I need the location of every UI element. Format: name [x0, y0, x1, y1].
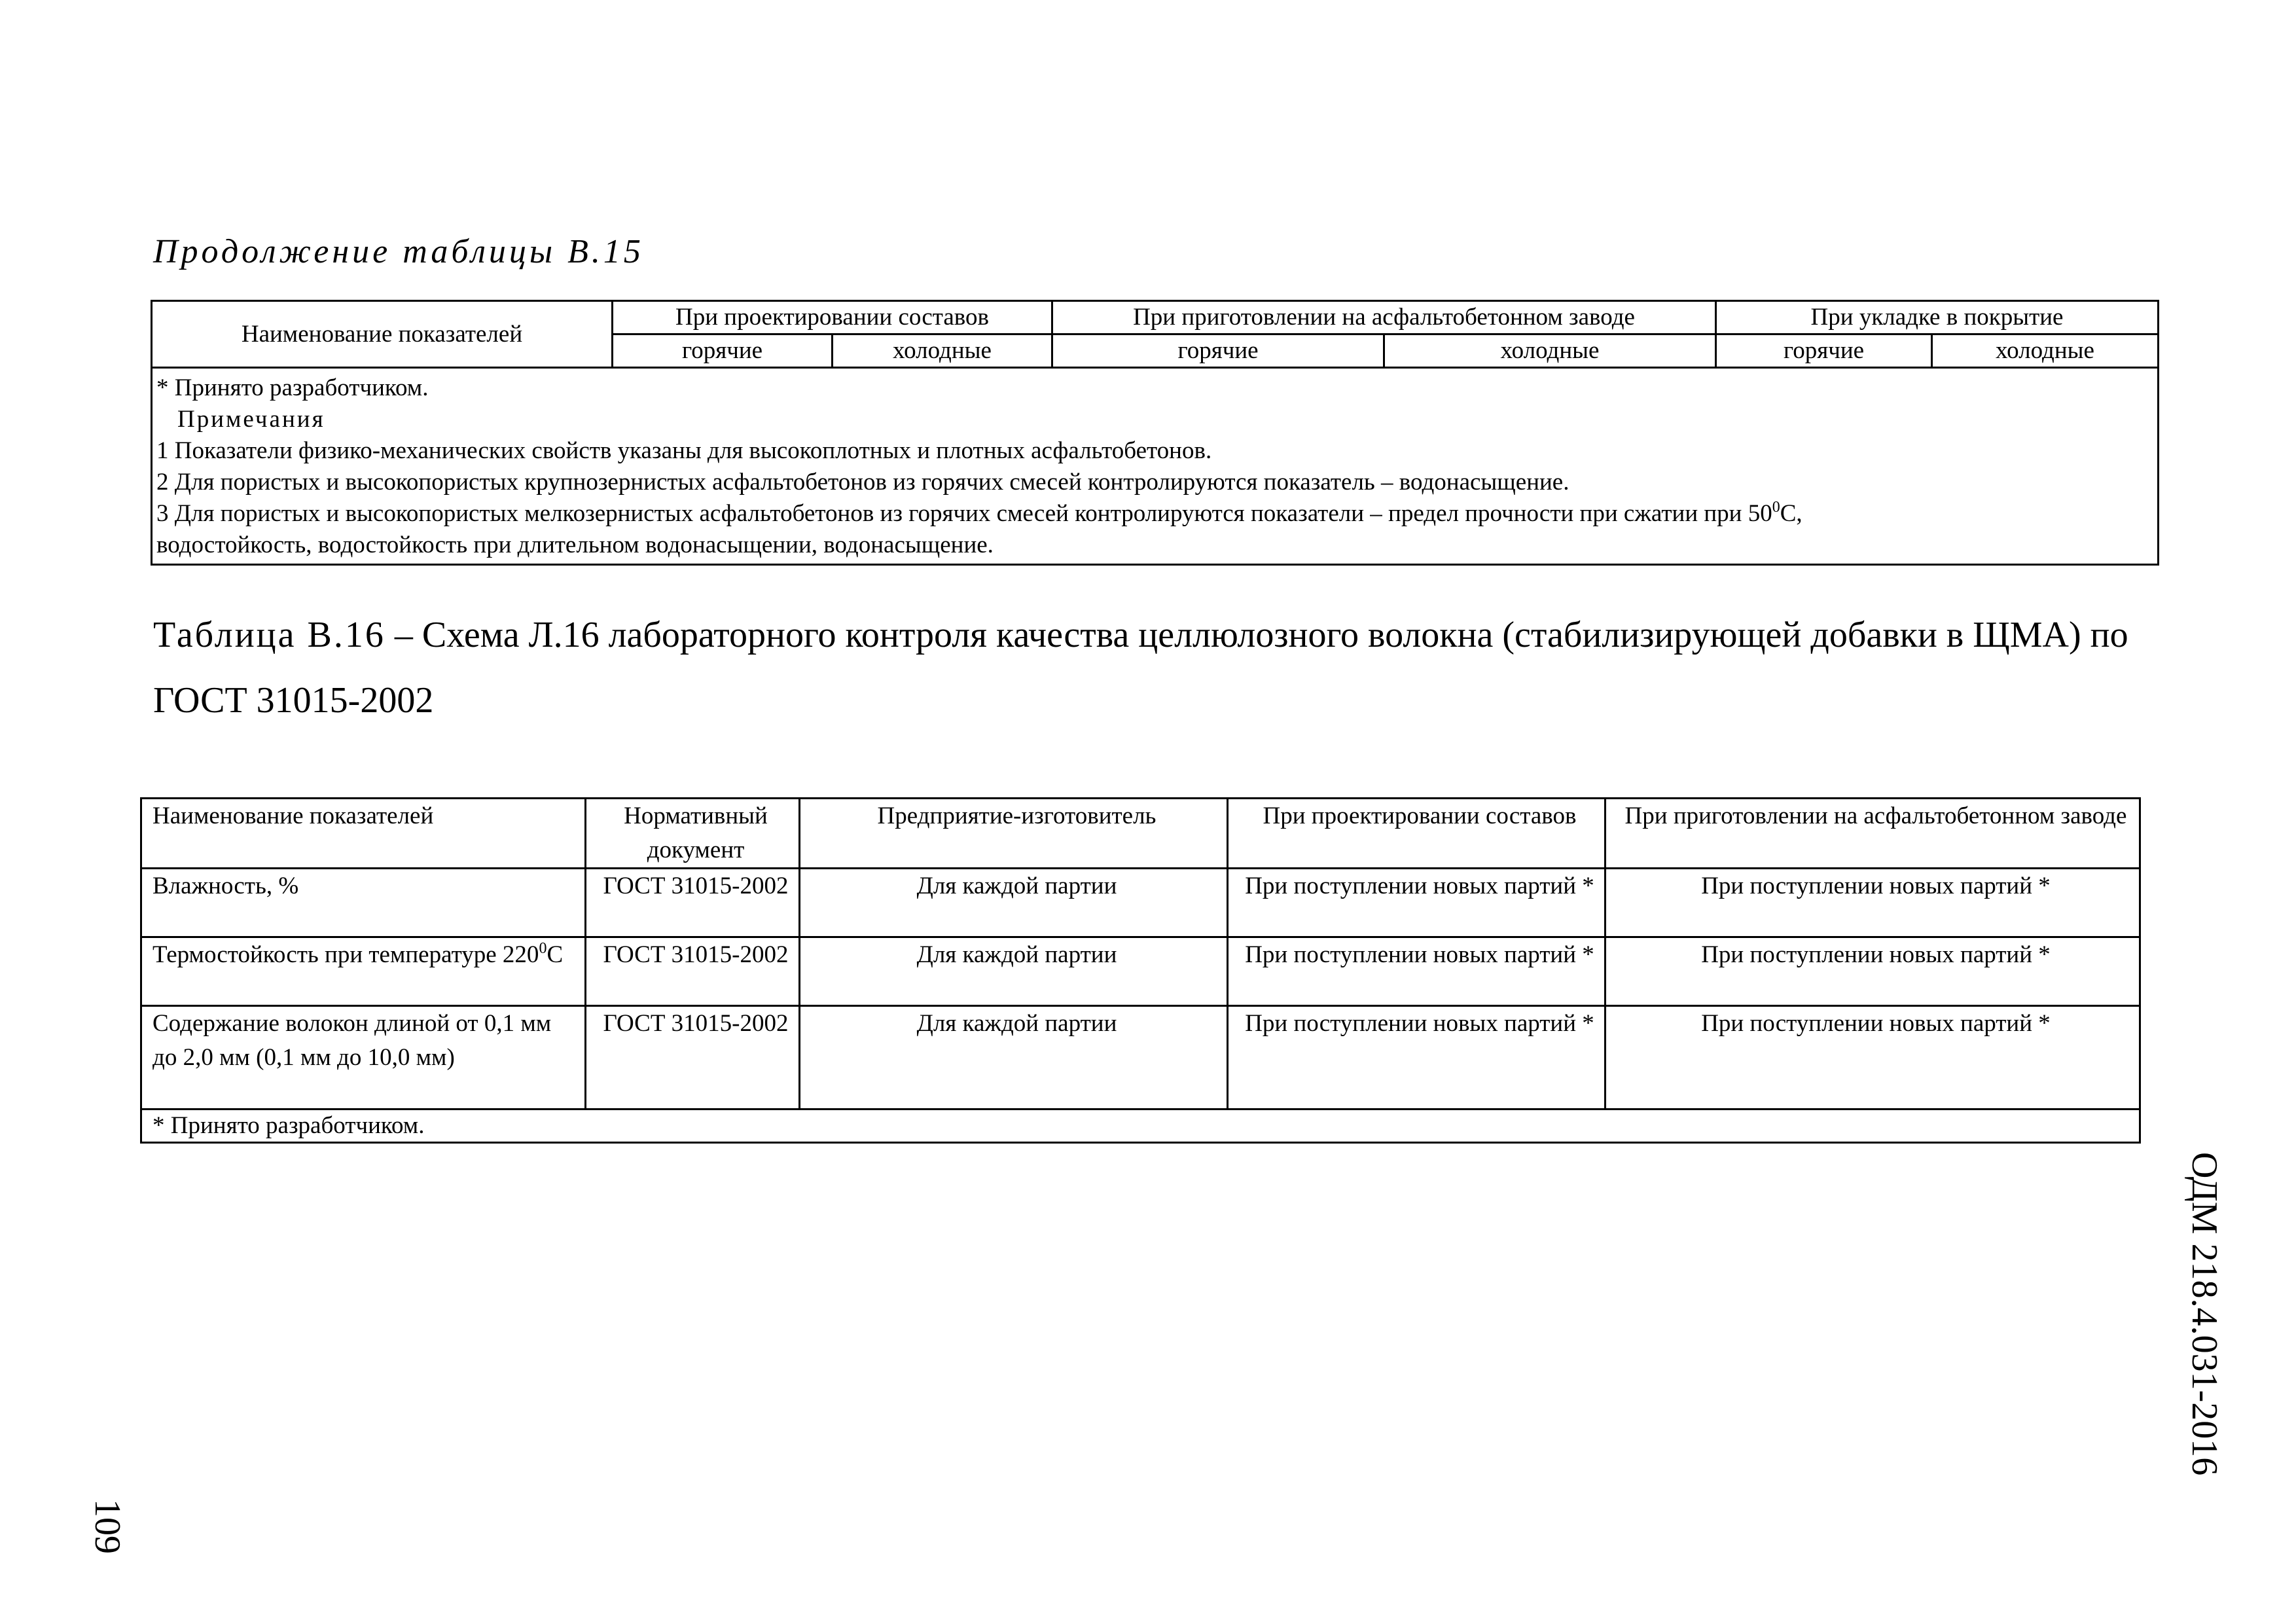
row-plant: При поступлении новых партий *: [1605, 869, 2140, 937]
row-plant: При поступлении новых партий *: [1605, 1006, 2140, 1110]
row-name: Влажность, %: [141, 869, 586, 937]
row-manufacturer: Для каждой партии: [800, 869, 1228, 937]
header-plant-cold: холодные: [1384, 334, 1716, 368]
document-code: ОДМ 218.4.031-2016: [2184, 1152, 2225, 1476]
table-b16-title: – Схема Л.16 лабораторного контроля качества целлюлозного волокна (стабилизирующей добавки в ЩМА) по ГОСТ 31015-2002: [153, 615, 2128, 721]
page-number: 109: [87, 1499, 128, 1554]
note-3: [156, 498, 2153, 530]
table-b16: [140, 797, 2141, 1144]
row-name-text: Термостойкость при температуре 220: [152, 941, 539, 968]
row-manufacturer: Для каждой партии: [800, 937, 1228, 1006]
note-2: 2 Для пористых и высокопористых крупнозернистых асфальтобетонов из горячих смесей контролируются показатель – водонасыщение.: [156, 469, 1570, 496]
notes-title: Примечания: [177, 406, 325, 433]
header-manufacturer: Предприятие-изготовитель: [800, 799, 1228, 869]
row-normdoc: ГОСТ 31015-2002: [586, 937, 800, 1006]
footnote-developer: * Принято разработчиком.: [156, 374, 429, 401]
row-name: Содержание волокон длиной от 0,1 мм до 2,0 мм (0,1 мм до 10,0 мм): [141, 1006, 586, 1110]
note-3-superscript: 0: [1772, 499, 1780, 516]
header-group-paving: При укладке в покрытие: [1716, 301, 2159, 334]
header-name-col: Наименование показателей: [152, 301, 613, 368]
note-3-unit: С,: [1780, 500, 1803, 527]
table-row: [141, 1006, 2140, 1110]
note-1: 1 Показатели физико-механических свойств указаны для высокоплотных и плотных асфальтобетонов.: [156, 437, 1212, 464]
row-name-superscript: 0: [539, 940, 547, 957]
note-3-text: 3 Для пористых и высокопористых мелкозернистых асфальтобетонов из горячих смесей контролируются показатели – предел прочности при сжатии при 50: [156, 500, 1772, 527]
notes-cell: [152, 368, 2159, 565]
header-group-plant: При приготовлении на асфальтобетонном заводе: [1052, 301, 1716, 334]
row-name: [141, 937, 586, 1006]
header-design: При проектировании составов: [1228, 799, 1605, 869]
header-plant-hot: горячие: [1052, 334, 1384, 368]
table-b16-footnote: * Принято разработчиком.: [141, 1110, 2140, 1143]
note-3-continuation: водостойкость, водостойкость при длительном водонасыщении, водонасыщение.: [156, 532, 994, 558]
row-name-unit: С: [547, 941, 564, 968]
header-name: Наименование показателей: [141, 799, 586, 869]
header-design-hot: горячие: [613, 334, 833, 368]
table-row: [141, 869, 2140, 937]
table-b15-continuation: [151, 300, 2159, 566]
row-design: При поступлении новых партий *: [1228, 1006, 1605, 1110]
header-paving-hot: горячие: [1716, 334, 1932, 368]
row-plant: При поступлении новых партий *: [1605, 937, 2140, 1006]
header-plant: При приготовлении на асфальтобетонном заводе: [1605, 799, 2140, 869]
row-design: При поступлении новых партий *: [1228, 869, 1605, 937]
continuation-caption: Продолжение таблицы В.15: [153, 233, 644, 270]
row-manufacturer: Для каждой партии: [800, 1006, 1228, 1110]
header-normdoc: Нормативный документ: [586, 799, 800, 869]
row-normdoc: ГОСТ 31015-2002: [586, 1006, 800, 1110]
table-b16-label: Таблица В.16: [153, 615, 386, 655]
header-design-cold: холодные: [833, 334, 1052, 368]
table-b16-caption: [153, 602, 2156, 733]
row-normdoc: ГОСТ 31015-2002: [586, 869, 800, 937]
row-design: При поступлении новых партий *: [1228, 937, 1605, 1006]
table-row: [141, 937, 2140, 1006]
header-group-design: При проектировании составов: [613, 301, 1052, 334]
header-paving-cold: холодные: [1932, 334, 2159, 368]
